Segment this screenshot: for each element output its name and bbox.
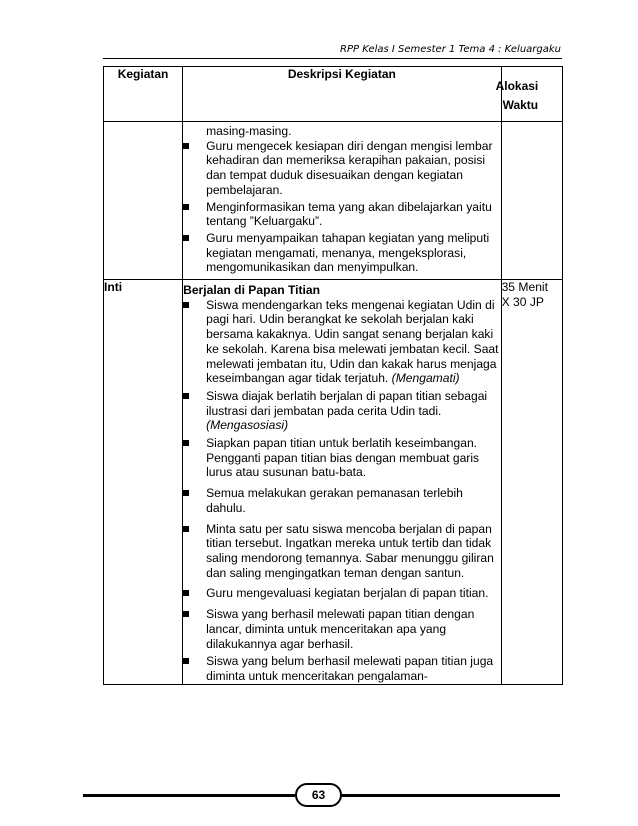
square-bullet-icon <box>183 204 189 210</box>
cell-kegiatan: Inti <box>104 280 183 685</box>
list-item-text: Siswa mendengarkan teks mengenai kegiatan Udin di pagi hari. Udin berangkat ke sekolah berjalan kaki bersama kakaknya. Udin sangat senang berjalan kaki ke sekolah. Karena bisa melewati jembatan kecil. Saat melewati jembatan itu, Udin dan kakak harus menjaga keseimbangan agar tidak terjatuh. <box>206 297 499 386</box>
list-item <box>183 486 500 515</box>
list-item <box>183 298 500 386</box>
bullet-list <box>183 298 500 684</box>
alokasi-duration: 35 Menit <box>501 280 548 295</box>
header-alokasi-line1: Alokasi <box>495 79 539 93</box>
list-item <box>183 139 500 198</box>
list-item-text: Siswa yang berhasil melewati papan titian dengan lancar, diminta untuk menceritakan apa yang dilakukannya agar berhasil. <box>206 607 475 651</box>
square-bullet-icon <box>183 393 189 399</box>
list-item <box>183 436 500 480</box>
table-header-row <box>104 67 563 122</box>
continuation-text: masing-masing. <box>206 124 292 138</box>
list-item <box>183 231 500 275</box>
cell-kegiatan-empty <box>104 122 183 280</box>
table-row <box>104 280 563 685</box>
list-item <box>183 200 500 229</box>
activity-tag: (Mengasosiasi) <box>206 418 289 433</box>
list-item-text: Minta satu per satu siswa mencoba berjalan di papan titian tersebut. Ingatkan mereka untuk tertib dan tidak saling mendorong temannya. Sabar menunggu giliran dan saling mengingatkan teman dengan santun. <box>206 521 494 580</box>
alokasi-jp: X 30 JP <box>501 294 544 309</box>
list-item-text: Menginformasikan tema yang akan dibelajarkan yaitu tentang ”Keluargaku”. <box>206 199 492 229</box>
list-item <box>183 522 500 581</box>
square-bullet-icon <box>183 440 189 446</box>
list-item <box>183 389 500 433</box>
square-bullet-icon <box>183 658 189 664</box>
square-bullet-icon <box>183 302 189 308</box>
running-header: RPP Kelas I Semester 1 Tema 4 : Keluargaku <box>340 44 561 55</box>
page-number-badge: 63 <box>295 783 342 807</box>
square-bullet-icon <box>183 235 189 241</box>
list-item-text: Guru mengecek kesiapan diri dengan mengisi lembar kehadiran dan memeriksa kerapihan pakaian, posisi dan tempat duduk disesuaikan dengan kegiatan pembelajaran. <box>206 138 493 197</box>
cell-deskripsi <box>183 280 501 685</box>
cell-alokasi <box>501 280 562 685</box>
activity-tag: (Mengamati) <box>391 371 460 386</box>
square-bullet-icon <box>183 611 189 617</box>
square-bullet-icon <box>183 526 189 532</box>
header-deskripsi: Deskripsi Kegiatan <box>183 67 501 122</box>
square-bullet-icon <box>183 490 189 496</box>
square-bullet-icon <box>183 143 189 149</box>
square-bullet-icon <box>183 590 189 596</box>
footer-rule-right <box>342 794 560 797</box>
table-row <box>104 122 563 280</box>
list-item-text: Semua melakukan gerakan pemanasan terlebih dahulu. <box>206 486 463 515</box>
header-alokasi-line2: Waktu <box>502 98 539 112</box>
header-alokasi <box>495 67 562 122</box>
list-item-text: Siswa diajak berlatih berjalan di papan titian sebagai ilustrasi dari jembatan pada cerita Udin tadi. <box>206 388 488 418</box>
cell-alokasi-empty <box>501 122 562 280</box>
activity-subtitle: Berjalan di Papan Titian <box>183 283 320 298</box>
list-item <box>183 586 500 601</box>
list-item <box>183 654 500 683</box>
list-item-text: Siswa yang belum berhasil melewati papan titian juga diminta untuk menceritakan pengalaman- <box>206 654 494 683</box>
bullet-list <box>183 139 500 275</box>
header-kegiatan: Kegiatan <box>104 67 183 122</box>
list-item-text: Guru menyampaikan tahapan kegiatan yang meliputi kegiatan mengamati, menanya, mengeksplorasi, mengomunikasikan dan menyimpulkan. <box>206 230 490 275</box>
list-item <box>183 607 500 651</box>
cell-deskripsi <box>183 122 501 280</box>
list-item-text: Siapkan papan titian untuk berlatih keseimbangan. Pengganti papan titian bias dengan membuat garis lurus atau susunan batu-bata. <box>206 436 480 480</box>
header-rule <box>103 58 562 59</box>
lesson-plan-table <box>103 66 563 685</box>
footer-rule-left <box>83 794 295 797</box>
list-item-text: Guru mengevaluasi kegiatan berjalan di papan titian. <box>206 586 489 601</box>
